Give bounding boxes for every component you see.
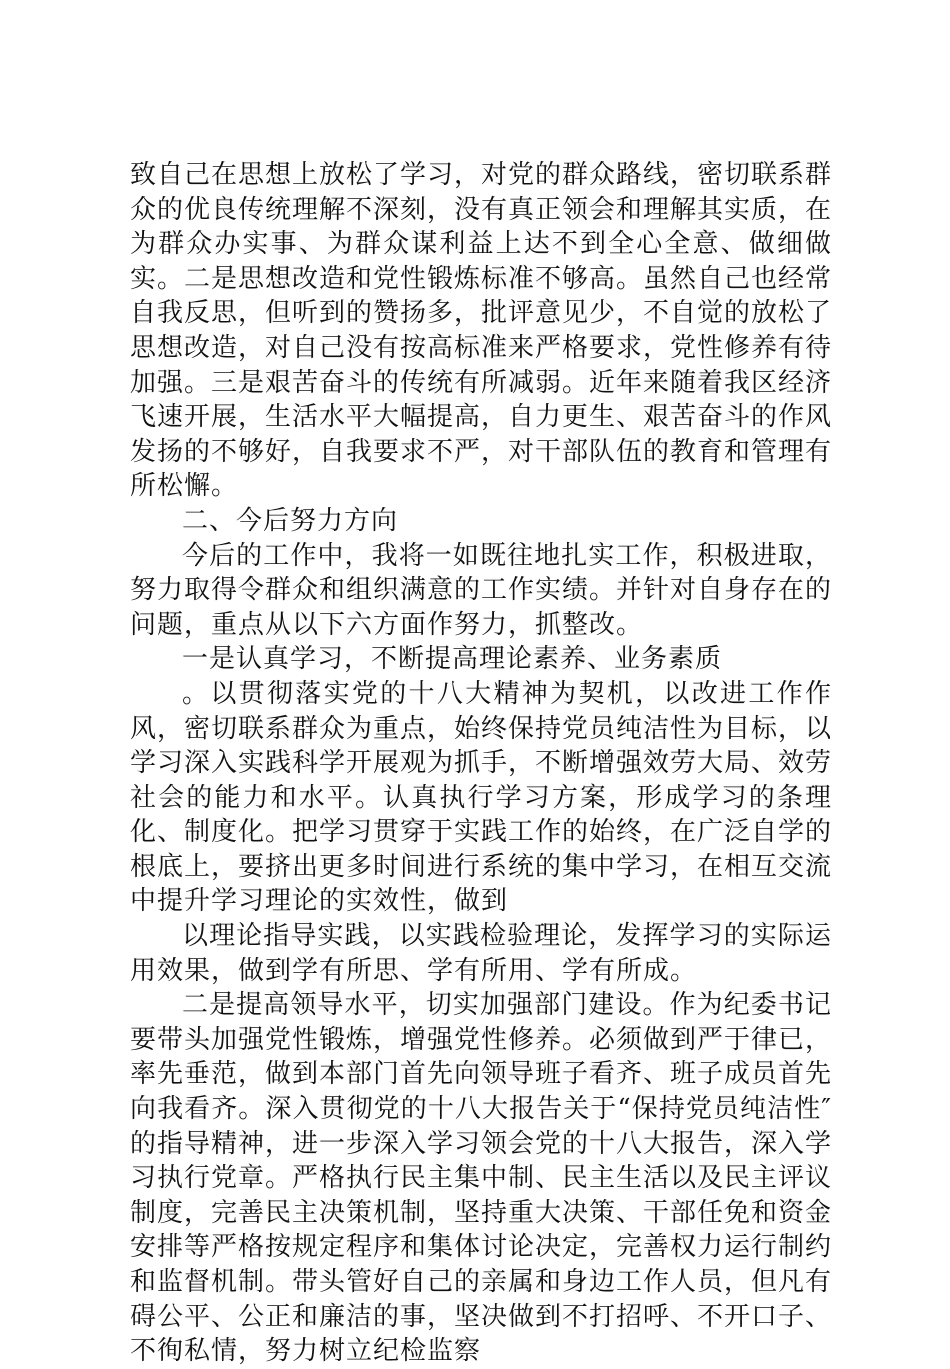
paragraph-study-detail: 。以贯彻落实党的十八大精神为契机，以改进工作作风，密切联系群众为重点，始终保持党员纯洁性为目标，以学习深入实践科学开展观为抓手，不断增强效劳大局、效劳社会的能力和水平。认真执行学习方案，形成学习的条理化、制度化。把学习贯穿于实践工作的始终，在广泛自学的根底上，要挤出更多时间进行系统的集中学习，在相互交流中提升学习理论的实效性，做到 <box>130 678 833 917</box>
paragraph-continuation: 致自己在思想上放松了学习，对党的群众路线，密切联系群众的优良传统理解不深刻，没有真正领会和理解其实质，在为群众办实事、为群众谋利益上达不到全心全意、做细做实。二是思想改造和党性锻炼标准不够高。虽然自己也经常自我反思，但听到的赞扬多，批评意见少，不自觉的放松了思想改造，对自己没有按高标准来严格要求，党性修养有待加强。三是艰苦奋斗的传统有所减弱。近年来随着我区经济飞速开展，生活水平大幅提高，自力更生、艰苦奋斗的作风发扬的不够好，自我要求不严，对干部队伍的教育和管理有所松懈。 <box>130 160 833 502</box>
paragraph-theory-practice: 以理论指导实践，以实践检验理论，发挥学习的实际运用效果，做到学有所思、学有所用、学有所成。 <box>130 921 832 986</box>
section-heading-future-direction: 二、今后努力方向 <box>182 505 399 536</box>
item-heading-study: 一是认真学习，不断提高理论素养、业务素质 <box>182 644 723 675</box>
paragraph-future-work: 今后的工作中，我将一如既往地扎实工作，积极进取，努力取得令群众和组织满意的工作实绩。并针对自身存在的问题，重点从以下六方面作努力，抓整改。 <box>130 540 833 640</box>
paragraph-leadership: 二是提高领导水平，切实加强部门建设。作为纪委书记要带头加强党性锻炼，增强党性修养。必须做到严于律已，率先垂范，做到本部门首先向领导班子看齐、班子成员首先向我看齐。深入贯彻党的十八大报告关于“保持党员纯洁性″的指导精神，进一步深入学习领会党的十八大报告，深入学习执行党章。严格执行民主集中制、民主生活以及民主评议制度，完善民主决策机制，坚持重大决策、干部任免和资金安排等严格按规定程序和集体讨论决定，完善权力运行制约和监督机制。带头管好自己的亲属和身边工作人员，但凡有碍公平、公正和廉洁的事，坚决做到不打招呼、不开口子、不徇私情，努力树立纪检监察 <box>130 990 833 1367</box>
document-body <box>130 158 832 1369</box>
